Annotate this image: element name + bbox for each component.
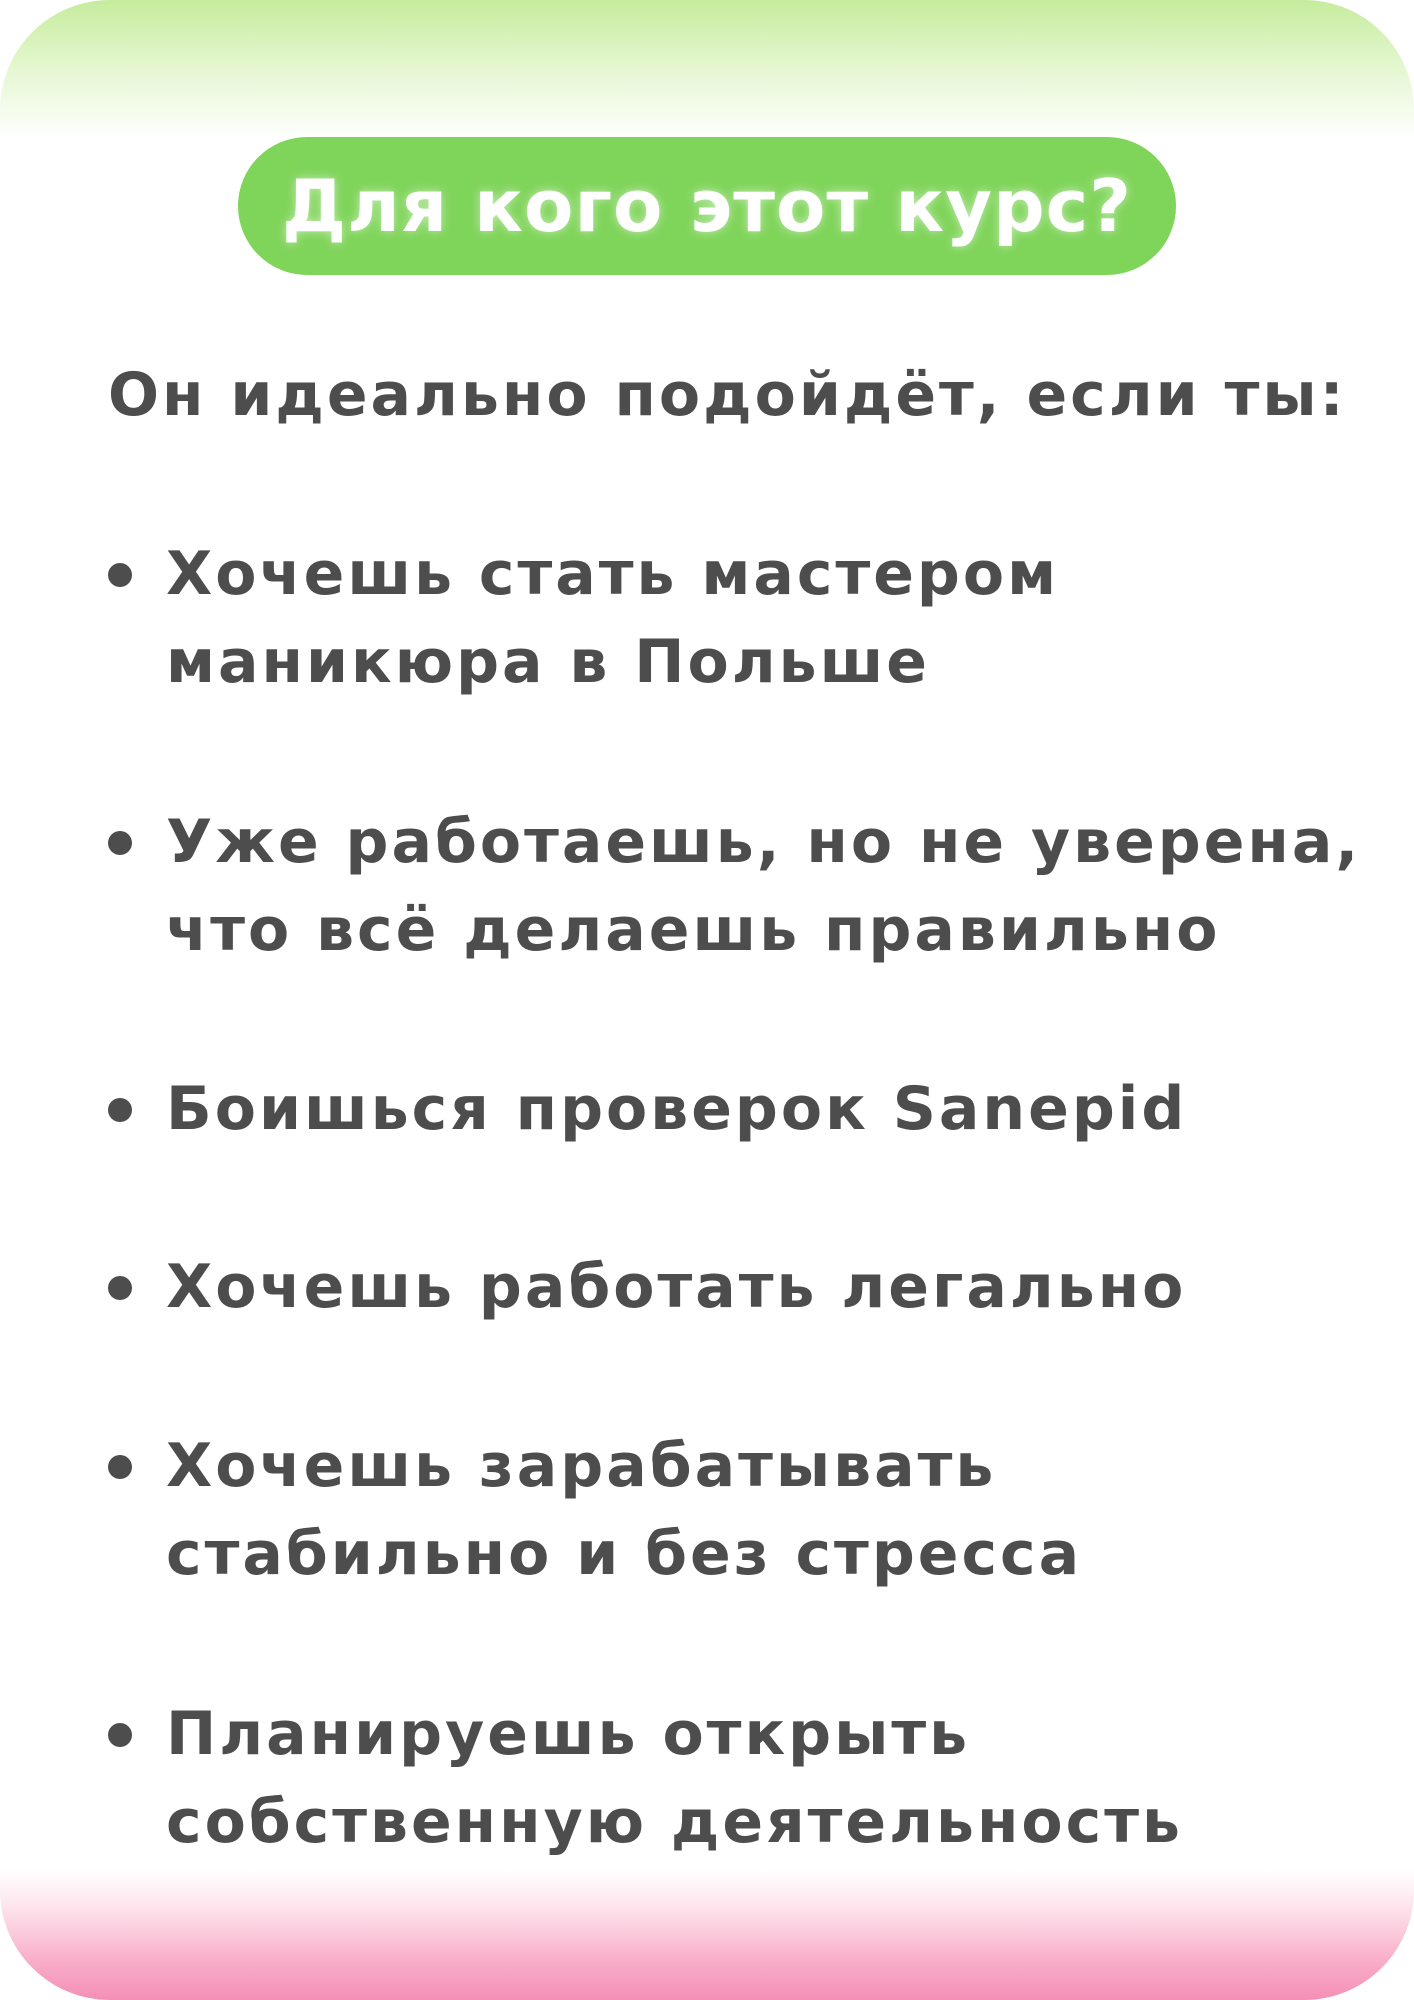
list-item-line: Планируешь открыть [166,1699,971,1769]
list-item [108,1690,1378,1866]
list-item-line: Боишься проверок Sanepid [166,1074,1188,1144]
list-item-text [166,798,1378,974]
list-item-text [166,1690,1378,1866]
bullet-dot-icon [108,831,132,855]
list-item-line: Уже работаешь, но не уверена, [166,807,1362,877]
list-item-line: Хочешь зарабатывать [166,1431,997,1501]
intro-text: Он идеально подойдёт, если ты: [108,360,1347,430]
list-item [108,1243,1378,1331]
bullet-dot-icon [108,1455,132,1479]
page-title: Для кого этот курс? [281,164,1133,248]
bullet-dot-icon [108,1276,132,1300]
bullet-dot-icon [108,1723,132,1747]
list-item-text [166,1243,1378,1331]
list-item-line: стабильно и без стресса [166,1519,1083,1589]
list-item-text [166,530,1378,706]
list-item-line: что всё делаешь правильно [166,895,1221,965]
list-item-text [166,1422,1378,1598]
list-item-line: собственную деятельность [166,1787,1183,1857]
list-item [108,798,1378,974]
list-item-text [166,1065,1378,1153]
bullet-dot-icon [108,1098,132,1122]
list-item [108,1065,1378,1153]
bullet-dot-icon [108,563,132,587]
list-item [108,1422,1378,1598]
list-item-line: маникюра в Польше [166,627,930,697]
list-item-line: Хочешь работать легально [166,1252,1187,1322]
list-item-line: Хочешь стать мастером [166,539,1060,609]
list-item [108,530,1378,706]
